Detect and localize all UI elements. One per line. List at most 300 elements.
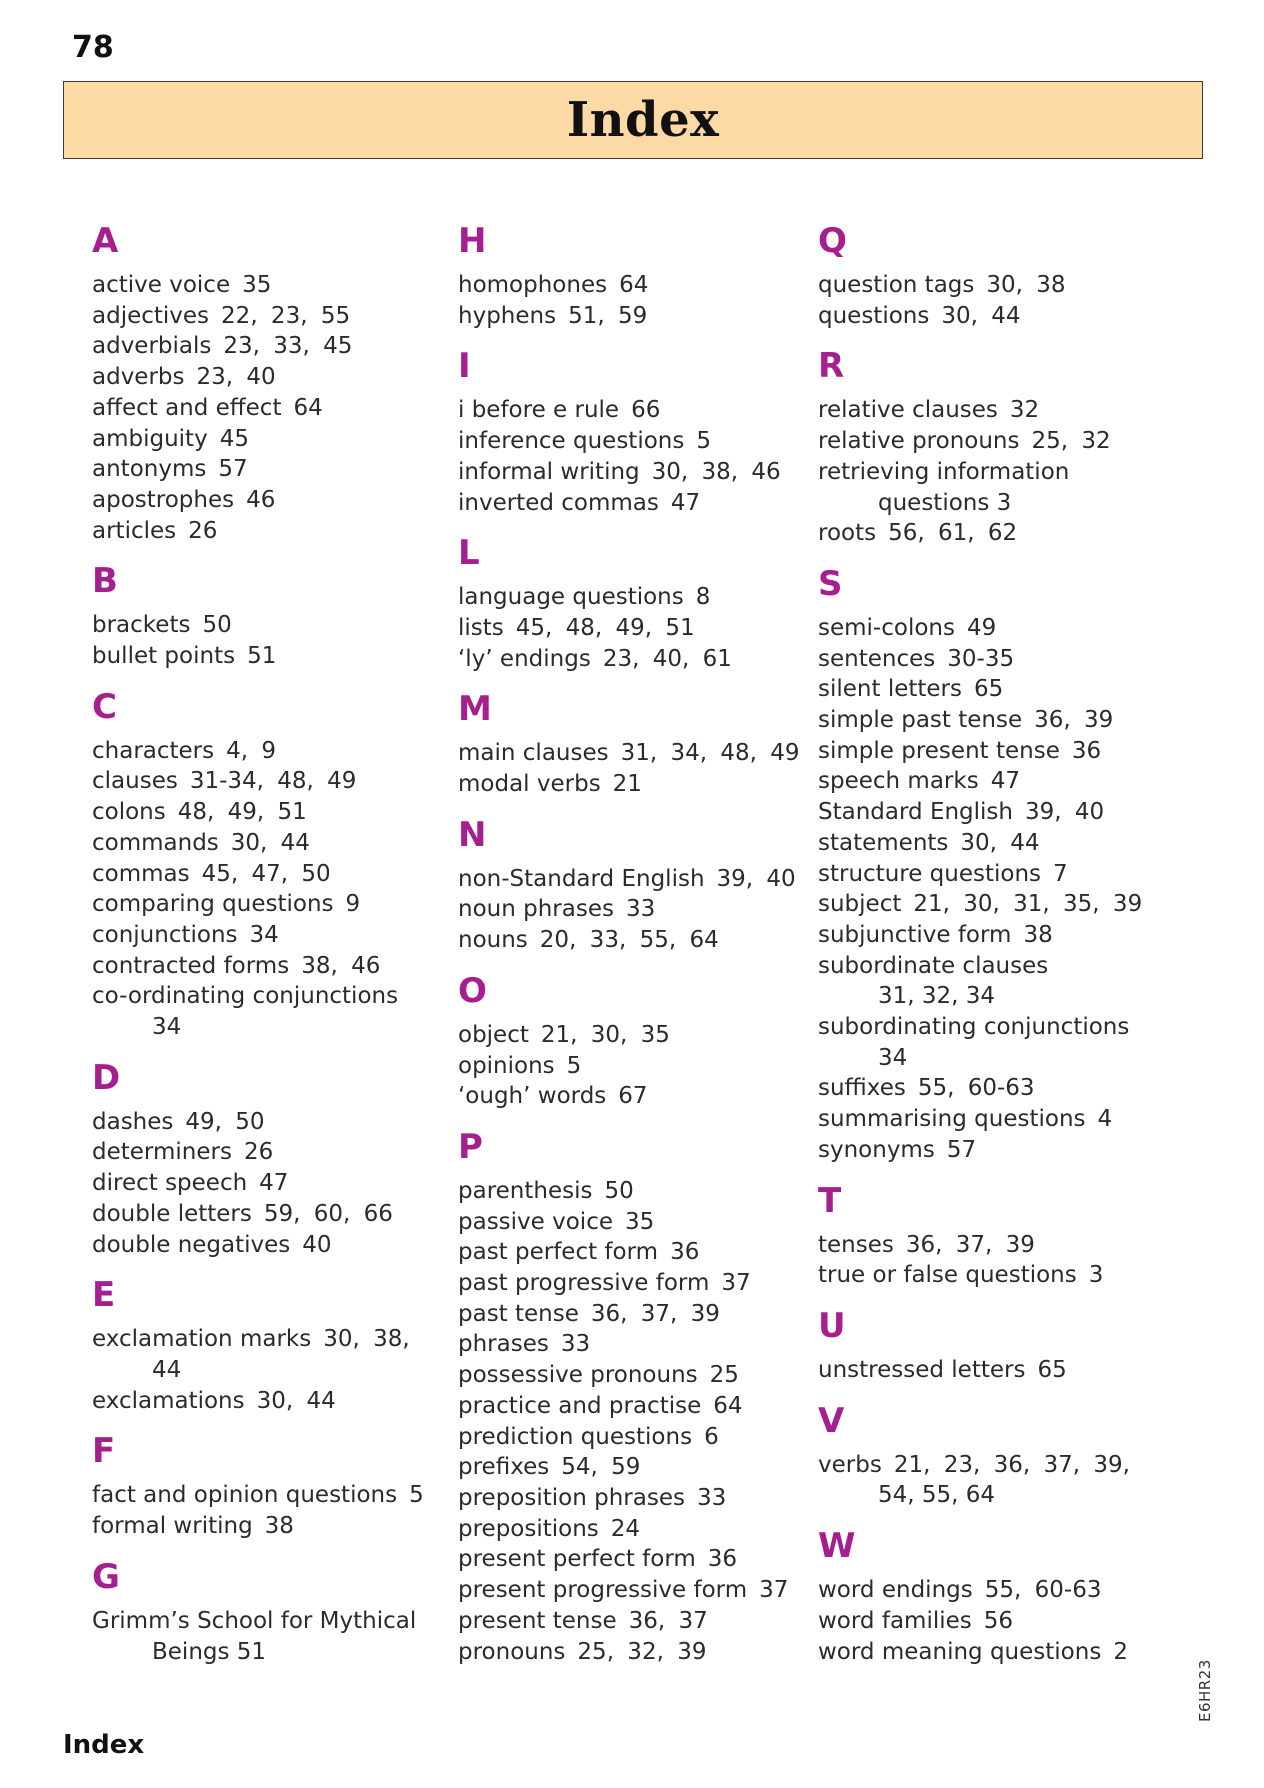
entry-term: fact and opinion questions [92, 1482, 398, 1509]
index-entry [458, 1176, 818, 1207]
entry-term: determiners [92, 1139, 232, 1166]
index-entry [818, 613, 1148, 644]
index-entry [818, 674, 1148, 705]
entry-term: past progressive form [458, 1270, 710, 1297]
entry-pages: 33 [625, 896, 656, 923]
index-column-3 [818, 218, 1148, 1667]
index-entry [92, 920, 432, 951]
entry-pages: 46 [246, 486, 276, 513]
entry-pages: 37 [759, 1577, 789, 1604]
footer-section-label: Index [63, 1730, 145, 1760]
entry-continuation: 34 [878, 1044, 908, 1071]
index-entry [818, 736, 1148, 767]
entry-term: unstressed letters [818, 1356, 1026, 1383]
entry-pages: 59, 60, 66 [263, 1200, 393, 1227]
section-letter: M [458, 689, 492, 730]
entry-pages: 51 [247, 643, 277, 670]
index-entry [818, 859, 1148, 890]
entry-pages: 37 [721, 1270, 751, 1297]
title-banner [63, 81, 1203, 159]
entry-pages: 3 [1088, 1262, 1104, 1289]
index-section [818, 218, 1148, 331]
entry-term: practice and practise [458, 1392, 702, 1419]
index-entry [818, 705, 1148, 736]
entry-term: ‘ly’ endings [458, 645, 591, 672]
entry-pages: 50 [202, 612, 232, 639]
index-section [92, 1272, 432, 1416]
index-entry [818, 395, 1148, 426]
entry-continuation: 31, 32, 34 [878, 983, 996, 1010]
index-entry [92, 610, 432, 641]
entry-pages: 47 [990, 768, 1020, 795]
entry-term: simple present tense [818, 737, 1060, 764]
entry-pages: 2 [1113, 1638, 1128, 1665]
index-entry [818, 889, 1148, 920]
entry-pages: 65 [1037, 1356, 1067, 1383]
entry-pages: 33 [560, 1331, 591, 1358]
index-entry [92, 1230, 432, 1261]
entry-term: word meaning questions [818, 1638, 1102, 1665]
index-entry [458, 738, 818, 769]
entry-term: preposition phrases [458, 1484, 685, 1511]
index-section [818, 561, 1148, 1166]
entry-term: true or false questions [818, 1262, 1077, 1289]
index-entry [458, 1391, 818, 1422]
index-entry [92, 516, 432, 547]
entry-pages: 47 [670, 489, 701, 516]
entry-term: retrieving information [818, 458, 1070, 485]
index-entry [92, 981, 432, 1042]
entry-continuation: 54, 55, 64 [878, 1482, 996, 1509]
entry-term: possessive pronouns [458, 1362, 698, 1389]
entry-term: dashes [92, 1108, 174, 1135]
entry-term: bullet points [92, 643, 236, 670]
index-entry [458, 1544, 818, 1575]
entry-pages: 6 [704, 1423, 719, 1450]
entry-pages: 45 [219, 425, 249, 452]
index-entry [92, 1386, 432, 1417]
index-entry [818, 1012, 1148, 1073]
entry-term: roots [818, 520, 877, 547]
index-entry [818, 1135, 1148, 1166]
index-entry [458, 457, 818, 488]
entry-term: silent letters [818, 676, 962, 703]
entry-pages: 30, 44 [256, 1387, 336, 1414]
entry-pages: 31-34, 48, 49 [189, 768, 357, 795]
index-entry [92, 1199, 432, 1230]
index-entry [458, 1422, 818, 1453]
entry-term: inference questions [458, 428, 685, 455]
entry-pages: 5 [566, 1052, 582, 1079]
index-entry [818, 828, 1148, 859]
section-letter: Q [818, 221, 847, 261]
entry-term: informal writing [458, 458, 640, 485]
entry-continuation: questions 3 [878, 489, 1012, 516]
entry-term: characters [92, 737, 215, 764]
index-entry [458, 1514, 818, 1545]
index-entry [458, 1575, 818, 1606]
section-letter: F [92, 1431, 116, 1472]
entry-pages: 25, 32 [1031, 428, 1111, 455]
index-entry [818, 518, 1148, 549]
index-entry [818, 1575, 1148, 1606]
entry-pages: 30, 44 [230, 829, 310, 856]
index-section [92, 1055, 432, 1261]
index-column-2 [458, 218, 818, 1667]
index-entry [92, 331, 432, 362]
index-entry [92, 362, 432, 393]
index-entry [92, 828, 432, 859]
index-entry [818, 457, 1148, 518]
index-section [458, 343, 818, 518]
section-letter: O [458, 970, 487, 1011]
entry-term: subordinate clauses [818, 952, 1049, 979]
entry-pages: 57 [946, 1136, 977, 1163]
index-section [458, 530, 818, 674]
index-entry [818, 920, 1148, 951]
entry-pages: 30, 38, 46 [651, 458, 781, 485]
entry-term: present progressive form [458, 1577, 748, 1604]
index-section [92, 558, 432, 671]
entry-pages: 26 [243, 1139, 274, 1166]
index-section [458, 1124, 818, 1667]
entry-term: modal verbs [458, 771, 601, 798]
section-letter: H [458, 221, 487, 261]
entry-pages: 55, 60-63 [917, 1075, 1035, 1102]
entry-pages: 9 [345, 891, 361, 918]
entry-term: noun phrases [458, 896, 614, 923]
entry-pages: 45, 48, 49, 51 [515, 614, 695, 641]
entry-pages: 38 [264, 1513, 294, 1540]
index-section [458, 812, 818, 956]
index-entry [458, 1360, 818, 1391]
index-entry [458, 864, 818, 895]
page-title: Index [566, 92, 720, 148]
entry-term: commas [92, 860, 190, 887]
index-entry [92, 1137, 432, 1168]
index-column-1 [92, 218, 432, 1667]
index-section [92, 684, 432, 1043]
index-section [92, 1554, 432, 1667]
entry-term: relative clauses [818, 397, 998, 424]
index-entry [458, 894, 818, 925]
entry-pages: 36, 39 [1034, 707, 1114, 734]
entry-term: Standard English [818, 799, 1013, 826]
entry-term: language questions [458, 584, 684, 611]
entry-term: double letters [92, 1200, 252, 1227]
entry-term: pronouns [458, 1638, 566, 1665]
entry-term: contracted forms [92, 952, 290, 979]
section-letter: S [818, 563, 843, 604]
entry-pages: 36, 37, 39 [590, 1300, 720, 1327]
entry-term: clauses [92, 768, 178, 795]
index-entry [458, 1329, 818, 1360]
index-section [92, 1428, 432, 1541]
index-entry [818, 797, 1148, 828]
section-letter: B [92, 561, 118, 602]
entry-continuation: 44 [152, 1356, 182, 1383]
index-entry [92, 1168, 432, 1199]
entry-pages: 64 [293, 394, 323, 421]
entry-term: subject [818, 891, 902, 918]
entry-pages: 30, 38 [986, 272, 1066, 298]
index-entry [818, 1606, 1148, 1637]
index-section [818, 1398, 1148, 1511]
entry-pages: 30, 44 [941, 302, 1021, 329]
entry-term: conjunctions [92, 921, 238, 948]
entry-pages: 64 [619, 272, 649, 298]
entry-pages: 5 [696, 428, 711, 455]
section-letter: R [818, 346, 845, 387]
index-entry [458, 1268, 818, 1299]
index-entry [458, 395, 818, 426]
section-letter: N [458, 814, 487, 855]
entry-pages: 36, 37, 39 [905, 1231, 1035, 1258]
entry-pages: 57 [218, 456, 248, 483]
index-entry [92, 454, 432, 485]
entry-pages: 4, 9 [226, 737, 277, 764]
index-entry [92, 1107, 432, 1138]
index-entry [92, 736, 432, 767]
index-entry [458, 301, 818, 332]
entry-term: Grimm’s School for Mythical [92, 1607, 417, 1634]
entry-term: double negatives [92, 1231, 291, 1258]
entry-term: brackets [92, 612, 191, 639]
entry-term: summarising questions [818, 1106, 1086, 1133]
entry-term: non-Standard English [458, 865, 705, 892]
entry-term: semi-colons [818, 614, 955, 641]
entry-term: opinions [458, 1052, 555, 1079]
entry-term: co-ordinating conjunctions [92, 983, 399, 1010]
index-entry [92, 485, 432, 516]
entry-pages: 25, 32, 39 [577, 1638, 707, 1665]
index-section [818, 1178, 1148, 1291]
index-entry [818, 1230, 1148, 1261]
entry-term: active voice [92, 272, 231, 298]
index-entry [818, 270, 1148, 301]
entry-pages: 4 [1097, 1106, 1113, 1133]
index-section [818, 1303, 1148, 1386]
entry-pages: 31, 34, 48, 49 [620, 740, 800, 767]
entry-pages: 23, 33, 45 [223, 333, 353, 360]
index-entry [818, 1104, 1148, 1135]
entry-term: antonyms [92, 456, 207, 483]
index-section [92, 218, 432, 546]
index-entry [458, 613, 818, 644]
entry-pages: 23, 40 [196, 364, 276, 391]
entry-term: parenthesis [458, 1177, 593, 1204]
index-entry [92, 301, 432, 332]
entry-term: past tense [458, 1300, 579, 1327]
entry-term: homophones [458, 272, 608, 298]
entry-term: commands [92, 829, 219, 856]
entry-term: ambiguity [92, 425, 208, 452]
section-letter: E [92, 1275, 116, 1316]
entry-pages: 25 [709, 1362, 739, 1389]
section-letter: L [458, 533, 480, 574]
entry-pages: 7 [1053, 860, 1068, 887]
entry-term: apostrophes [92, 486, 235, 513]
index-entry [458, 925, 818, 956]
entry-pages: 45, 47, 50 [201, 860, 331, 887]
entry-term: simple past tense [818, 707, 1023, 734]
entry-pages: 36 [707, 1546, 738, 1573]
section-letter: V [818, 1400, 845, 1441]
index-entry [92, 641, 432, 672]
entry-term: prefixes [458, 1454, 550, 1481]
entry-pages: 22, 23, 55 [221, 302, 351, 329]
section-letter: W [818, 1526, 856, 1567]
entry-pages: 36 [670, 1239, 700, 1266]
entry-term: i before e rule [458, 397, 620, 424]
entry-term: inverted commas [458, 489, 659, 516]
index-entry [458, 1452, 818, 1483]
entry-term: subjunctive form [818, 921, 1012, 948]
index-entry [92, 1480, 432, 1511]
index-entry [458, 1237, 818, 1268]
entry-term: prepositions [458, 1515, 599, 1542]
section-letter: I [458, 346, 471, 387]
entry-pages: 55, 60-63 [984, 1577, 1102, 1604]
index-section [458, 686, 818, 799]
entry-pages: 40 [302, 1231, 332, 1258]
entry-term: present tense [458, 1607, 617, 1634]
entry-term: nouns [458, 927, 528, 954]
entry-term: question tags [818, 272, 975, 298]
index-entry [92, 270, 432, 301]
entry-term: questions [818, 302, 930, 329]
index-section [458, 218, 818, 331]
entry-pages: 5 [409, 1482, 424, 1509]
index-entry [458, 1051, 818, 1082]
entry-term: colons [92, 799, 166, 826]
index-entry [458, 1637, 818, 1668]
index-entry [458, 488, 818, 519]
entry-pages: 33 [696, 1484, 727, 1511]
entry-pages: 21, 30, 35 [540, 1021, 670, 1048]
section-letter: U [818, 1305, 846, 1346]
entry-term: statements [818, 829, 949, 856]
index-entry [458, 582, 818, 613]
entry-pages: 23, 40, 61 [602, 645, 732, 672]
index-entry [818, 1260, 1148, 1291]
entry-term: subordinating conjunctions [818, 1014, 1130, 1041]
index-section [818, 343, 1148, 549]
entry-pages: 64 [713, 1392, 743, 1419]
entry-pages: 35 [242, 272, 272, 298]
index-entry [458, 1020, 818, 1051]
index-entry [458, 1483, 818, 1514]
entry-term: verbs [818, 1451, 882, 1478]
entry-term: speech marks [818, 768, 979, 795]
entry-pages: 30, 44 [960, 829, 1040, 856]
entry-term: main clauses [458, 740, 609, 767]
entry-pages: 21, 30, 31, 35, 39 [913, 891, 1143, 918]
entry-term: hyphens [458, 302, 557, 329]
entry-pages: 48, 49, 51 [177, 799, 307, 826]
entry-pages: 47 [259, 1170, 289, 1197]
entry-continuation: 34 [152, 1014, 182, 1041]
entry-pages: 32 [1009, 397, 1040, 424]
entry-pages: 67 [618, 1083, 648, 1110]
entry-pages: 35 [625, 1208, 655, 1235]
index-entry [92, 424, 432, 455]
index-entry [92, 889, 432, 920]
index-entry [458, 1081, 818, 1112]
product-code: E6HR23 [1196, 1659, 1214, 1722]
index-entry [818, 1450, 1148, 1511]
entry-pages: 49 [966, 614, 997, 641]
entry-pages: 20, 33, 55, 64 [539, 927, 719, 954]
entry-term: lists [458, 614, 504, 641]
index-entry [458, 644, 818, 675]
entry-term: exclamations [92, 1387, 245, 1414]
index-entry [92, 797, 432, 828]
entry-term: relative pronouns [818, 428, 1020, 455]
entry-term: word families [818, 1607, 972, 1634]
entry-term: adverbs [92, 364, 185, 391]
section-letter: P [458, 1126, 483, 1167]
index-section [458, 968, 818, 1112]
entry-pages: 21 [612, 771, 642, 798]
index-entry [458, 1207, 818, 1238]
entry-pages: 36, 37 [628, 1607, 708, 1634]
index-entry [818, 1637, 1148, 1668]
entry-term: direct speech [92, 1170, 248, 1197]
index-entry [818, 1355, 1148, 1386]
entry-pages: 30, 38, [323, 1326, 410, 1353]
index-entry [818, 301, 1148, 332]
entry-term: word endings [818, 1577, 973, 1604]
index-entry [458, 1299, 818, 1330]
entry-pages: 36 [1071, 737, 1102, 764]
entry-continuation: Beings 51 [152, 1638, 267, 1665]
entry-term: ‘ough’ words [458, 1083, 607, 1110]
entry-pages: 26 [188, 517, 218, 544]
index-entry [92, 1511, 432, 1542]
entry-term: articles [92, 517, 177, 544]
entry-pages: 56 [983, 1607, 1014, 1634]
entry-term: affect and effect [92, 394, 282, 421]
entry-term: present perfect form [458, 1546, 696, 1573]
entry-pages: 30-35 [947, 645, 1015, 672]
entry-term: sentences [818, 645, 936, 672]
index-entry [818, 426, 1148, 457]
entry-pages: 49, 50 [185, 1108, 265, 1135]
entry-pages: 51, 59 [568, 302, 648, 329]
page-number: 78 [72, 30, 114, 65]
index-entry [458, 769, 818, 800]
entry-term: adverbials [92, 333, 212, 360]
entry-term: passive voice [458, 1208, 613, 1235]
entry-pages: 34 [249, 921, 279, 948]
index-section [818, 1523, 1148, 1667]
index-entry [458, 1606, 818, 1637]
entry-term: structure questions [818, 860, 1042, 887]
entry-pages: 56, 61, 62 [888, 520, 1018, 547]
index-entry [92, 1324, 432, 1385]
entry-term: formal writing [92, 1513, 253, 1540]
entry-term: adjectives [92, 302, 210, 329]
entry-pages: 54, 59 [561, 1454, 641, 1481]
index-entry [458, 270, 818, 301]
index-entry [458, 426, 818, 457]
entry-pages: 50 [604, 1177, 634, 1204]
section-letter: A [92, 221, 119, 261]
entry-term: prediction questions [458, 1423, 693, 1450]
index-entry [818, 766, 1148, 797]
entry-pages: 21, 23, 36, 37, 39, [893, 1451, 1130, 1478]
